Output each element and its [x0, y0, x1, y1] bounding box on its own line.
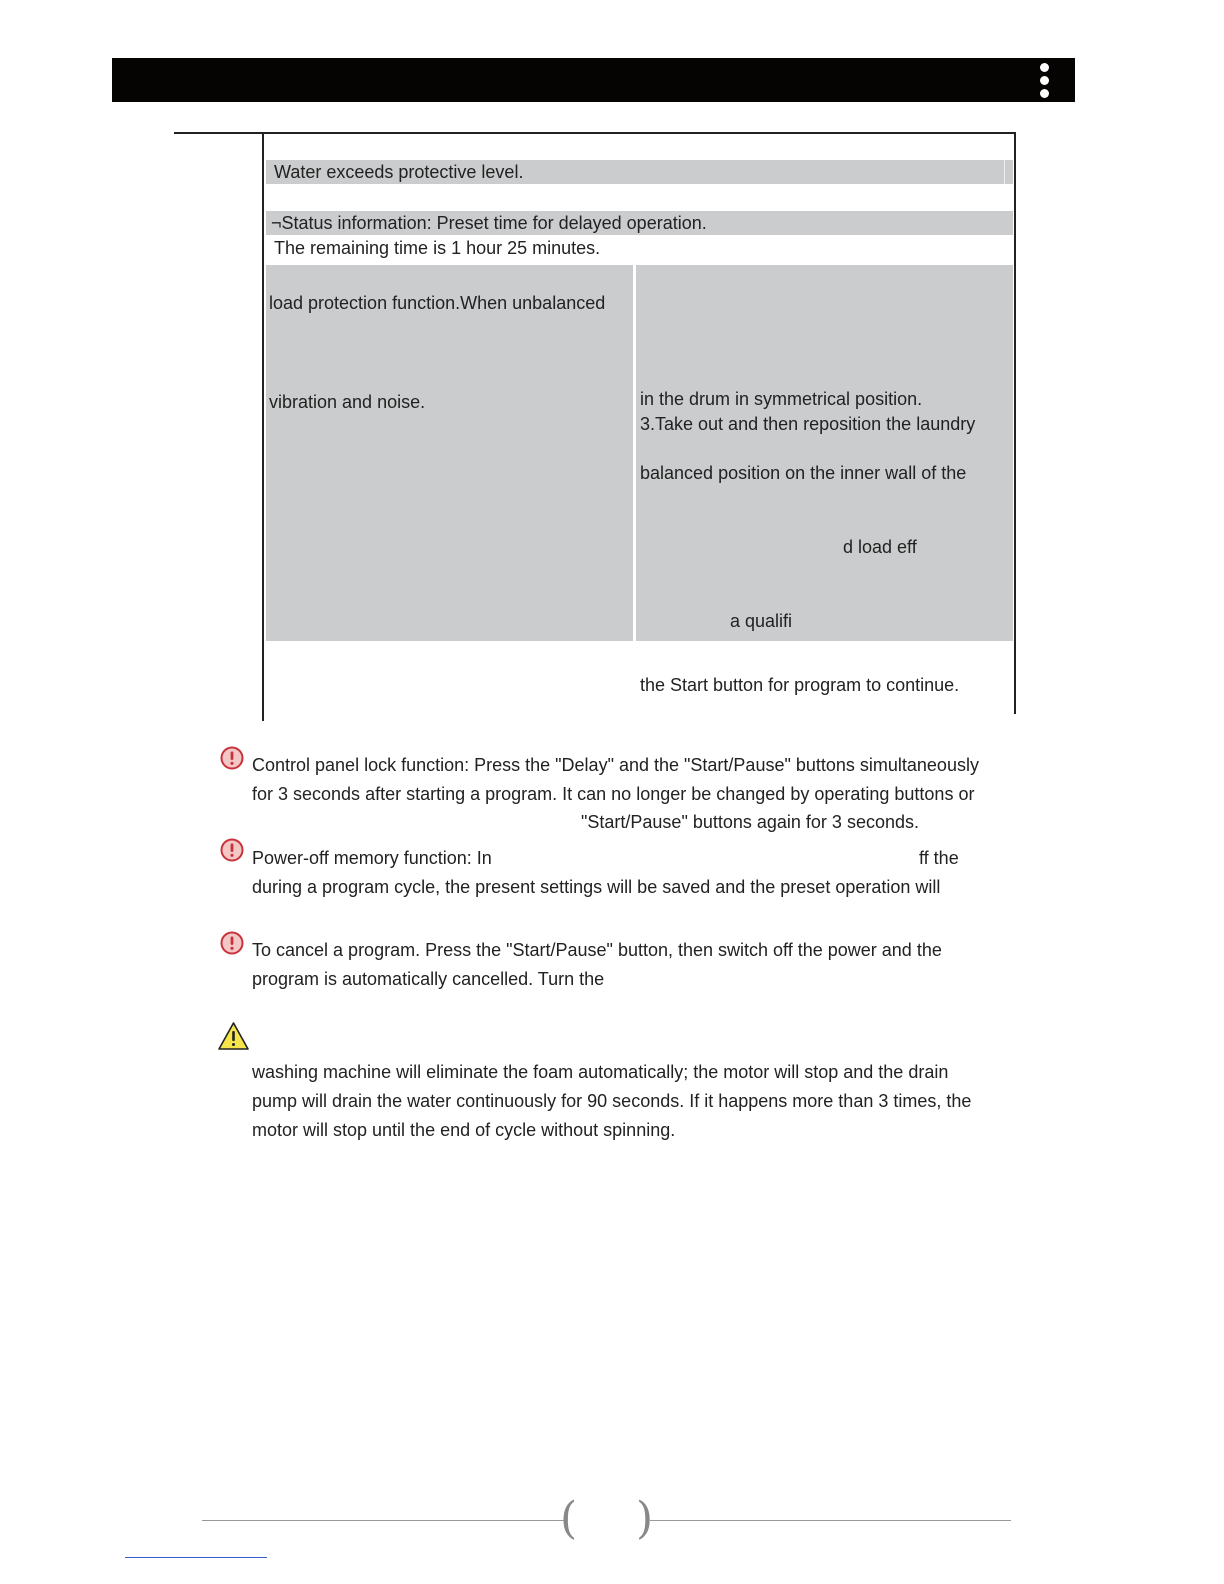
warning-circle-icon	[220, 931, 244, 955]
warning-circle-icon	[220, 838, 244, 862]
header-bar	[112, 58, 1075, 102]
note-power-line-1-left: Power-off memory function: In	[252, 848, 492, 868]
note-lock-line-1: Control panel lock function: Press the "Delay" and the "Start/Pause" buttons simultaneously	[252, 755, 979, 775]
table-cell-unbalanced-description	[266, 265, 633, 641]
unbalanced-solution-line-2: 3.Take out and then reposition the laundry	[640, 414, 976, 434]
foam-warning-line-2: pump will drain the water continuously for 90 seconds. If it happens more than 3 times, the	[252, 1091, 972, 1111]
note-power-line-2: during a program cycle, the present settings will be saved and the preset operation will	[252, 877, 941, 897]
note-lock-line-2: for 3 seconds after starting a program. It can no longer be changed by operating buttons or	[252, 784, 975, 804]
foam-warning-line-3: motor will stop until the end of cycle without spinning.	[252, 1120, 676, 1140]
note-power-line-1-right: ff the	[919, 848, 959, 868]
table-cell-status-text: ¬Status information: Preset time for delayed operation.	[271, 213, 707, 233]
footer-rule-left	[202, 1520, 564, 1521]
unbalanced-desc-line-1: load protection function.When unbalanced	[269, 293, 606, 313]
footer-rule-right	[650, 1520, 1011, 1521]
unbalanced-solution-line-4: d load eff	[843, 537, 917, 557]
caution-triangle-icon	[217, 1021, 250, 1051]
unbalanced-solution-line-3: balanced position on the inner wall of the	[640, 463, 967, 483]
table-right-border	[1014, 132, 1016, 714]
table-left-border	[262, 132, 264, 721]
footer-link-underline	[125, 1557, 267, 1558]
foam-warning-line-1: washing machine will eliminate the foam automatically; the motor will stop and the drain	[252, 1062, 949, 1082]
table-cell-divider	[1004, 160, 1005, 184]
table-cell-water-text: Water exceeds protective level.	[274, 162, 524, 182]
warning-circle-icon	[220, 746, 244, 770]
table-cell-continue-text: the Start button for program to continue.	[640, 675, 960, 695]
unbalanced-solution-line-5: a qualifi	[730, 611, 793, 631]
note-lock-line-3: "Start/Pause" buttons again for 3 seconds.	[581, 812, 919, 832]
note-cancel-line-1: To cancel a program. Press the "Start/Pause" button, then switch off the power and the	[252, 940, 942, 960]
footer-bracket-right: )	[636, 1493, 654, 1544]
note-cancel-line-2: program is automatically cancelled. Turn the	[252, 969, 605, 989]
footer-bracket-left: (	[560, 1493, 578, 1544]
table-cell-unbalanced-solution	[636, 265, 1013, 641]
table-top-rule	[174, 132, 1016, 134]
unbalanced-desc-line-2: vibration and noise.	[269, 392, 426, 412]
header-dots-icon	[1037, 60, 1051, 100]
unbalanced-solution-line-1: in the drum in symmetrical position.	[640, 389, 923, 409]
table-cell-remaining-text: The remaining time is 1 hour 25 minutes.	[274, 238, 601, 258]
